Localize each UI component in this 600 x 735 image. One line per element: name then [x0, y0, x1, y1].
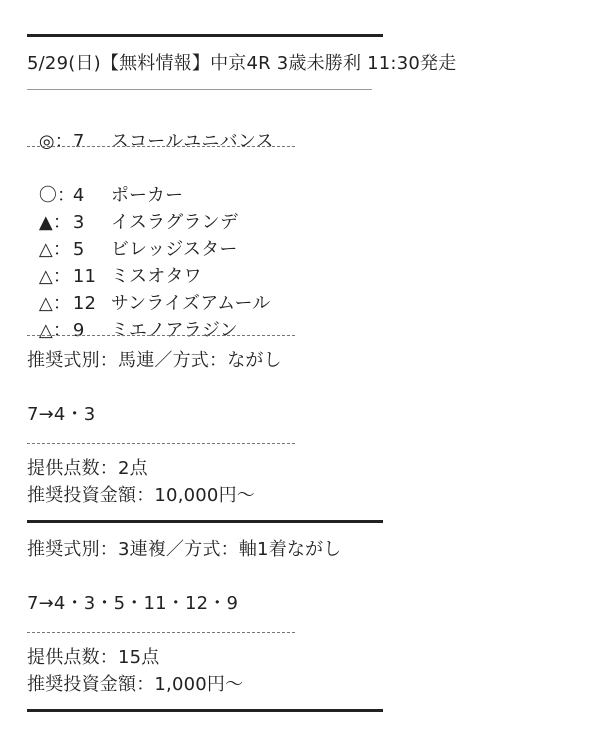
- race-title: 5/29(日)【無料情報】中京4R 3歳未勝利 11:30発走: [27, 53, 457, 74]
- title-underline: [27, 89, 372, 90]
- horse-number: 12: [72, 293, 97, 314]
- horse-number: 3: [72, 212, 85, 233]
- bet-type: 推奨式別：馬連／方式：ながし: [27, 350, 282, 371]
- top-divider: [27, 34, 383, 37]
- bet-type: 推奨式別：3連複／方式：軸1着ながし: [27, 539, 342, 560]
- pick-mark: △：: [38, 293, 72, 314]
- bet-points: 提供点数：2点: [27, 458, 148, 479]
- bet-points: 提供点数：15点: [27, 647, 160, 668]
- section-divider: [27, 520, 383, 523]
- pick-mark: △：: [38, 266, 72, 287]
- horse-number: 11: [72, 266, 97, 287]
- horse-number: 9: [72, 320, 85, 341]
- dashed-divider: [27, 146, 295, 147]
- bottom-divider: [27, 709, 383, 712]
- pick-mark: △：: [38, 239, 72, 260]
- pick-mark: 〇：: [38, 185, 76, 206]
- bet-combination: 7→4・3: [27, 404, 96, 425]
- honmei-mark: ◎：: [38, 131, 73, 152]
- bet-combination: 7→4・3・5・11・12・9: [27, 593, 239, 614]
- bet-amount: 推奨投資金額：1,000円～: [27, 674, 244, 695]
- horse-number: 4: [72, 185, 85, 206]
- dashed-divider: [27, 443, 295, 444]
- horse-name: ミスオタワ: [110, 266, 202, 287]
- horse-name: ポーカー: [110, 185, 184, 206]
- dashed-divider: [27, 335, 295, 336]
- horse-name: ビレッジスター: [110, 239, 238, 260]
- pick-mark: ▲：: [38, 212, 72, 233]
- horse-name: イスラグランデ: [110, 212, 239, 233]
- bet-amount: 推奨投資金額：10,000円～: [27, 485, 255, 506]
- dashed-divider: [27, 632, 295, 633]
- horse-name: ミエノアラジン: [110, 320, 238, 341]
- pick-mark: △：: [38, 320, 72, 341]
- horse-number: 7: [72, 131, 85, 152]
- horse-name: スコールユニバンス: [110, 131, 274, 152]
- horse-name: サンライズアムール: [110, 293, 271, 314]
- horse-number: 5: [72, 239, 85, 260]
